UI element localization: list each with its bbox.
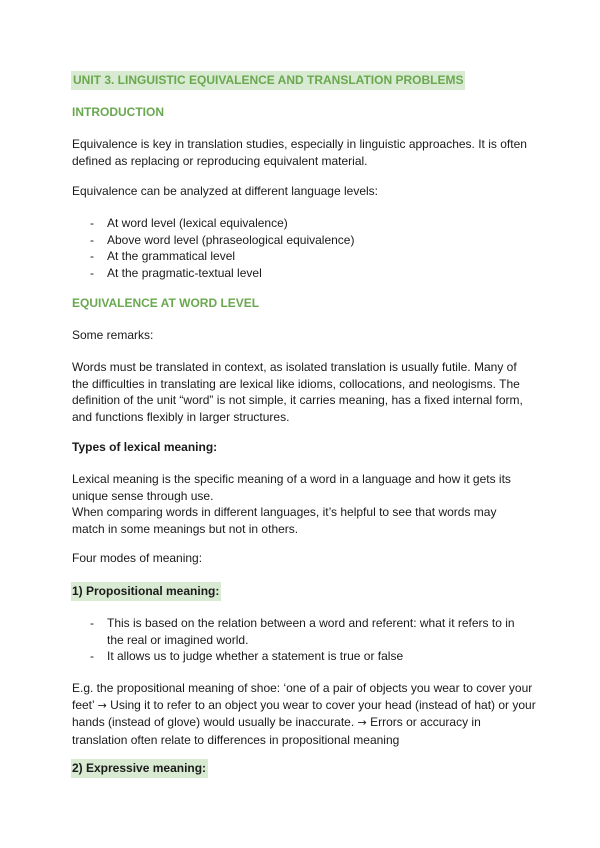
lexical-meaning-paragraph-2: When comparing words in different languages, it’s helpful to see that words may match in some meanings but not in others. [72, 505, 497, 536]
equivalence-levels-list [72, 215, 532, 281]
four-modes-label: Four modes of meaning: [72, 551, 203, 565]
types-of-lexical-meaning-heading: Types of lexical meaning: [72, 440, 218, 454]
expressive-meaning-heading: 2) Expressive meaning: [71, 759, 208, 778]
propositional-meaning-list [72, 615, 532, 665]
remarks-label: Some remarks: [72, 328, 154, 342]
arrow-right-icon: → [357, 716, 367, 729]
example-text-2: Using it to refer to an object you wear to cover your head (instead of hat) or your hands (instead of glove) would usually be inaccurate. [72, 697, 536, 729]
list-item: - At the pragmatic-textual level [72, 265, 532, 282]
example-text-1: E.g. the propositional meaning of shoe: ‘one of a pair of objects you wear to cover your feet’ [72, 681, 533, 712]
propositional-example-paragraph [72, 680, 536, 748]
list-item: - This is based on the relation between a word and referent: what it refers to in the real or imagined world. [72, 615, 532, 648]
list-item: - Above word level (phraseological equivalence) [72, 232, 532, 249]
list-item: - At word level (lexical equivalence) [72, 215, 532, 232]
example-text-3: Errors or accuracy in translation often relate to differences in propositional meaning [72, 715, 481, 747]
document-title-block [72, 71, 465, 90]
section-heading-introduction: INTRODUCTION [72, 105, 164, 119]
intro-paragraph-2: Equivalence can be analyzed at different language levels: [72, 184, 378, 198]
document-title: UNIT 3. LINGUISTIC EQUIVALENCE AND TRANSLATION PROBLEMS [71, 71, 465, 90]
lexical-meaning-paragraph-1: Lexical meaning is the specific meaning of a word in a language and how it gets its unique sense through use. [72, 472, 511, 503]
word-level-paragraph: Words must be translated in context, as isolated translation is usually futile. Many of the difficulties in translating are lexical like idioms, collocations, and neologisms. The definition of the unit “word” is not simple, it carries meaning, has a fixed internal form, and functions flexibly in larger structures. [72, 360, 523, 424]
intro-paragraph-1: Equivalence is key in translation studies, especially in linguistic approaches. It is often defined as replacing or reproducing equivalent material. [72, 137, 527, 168]
arrow-right-icon: → [97, 698, 107, 712]
propositional-meaning-heading: 1) Propositional meaning: [71, 582, 221, 601]
list-item: - It allows us to judge whether a statement is true or false [72, 648, 532, 665]
list-item: - At the grammatical level [72, 248, 532, 265]
section-heading-word-level: EQUIVALENCE AT WORD LEVEL [72, 296, 260, 310]
propositional-meaning-heading-block [72, 582, 221, 601]
expressive-meaning-heading-block [72, 759, 208, 778]
